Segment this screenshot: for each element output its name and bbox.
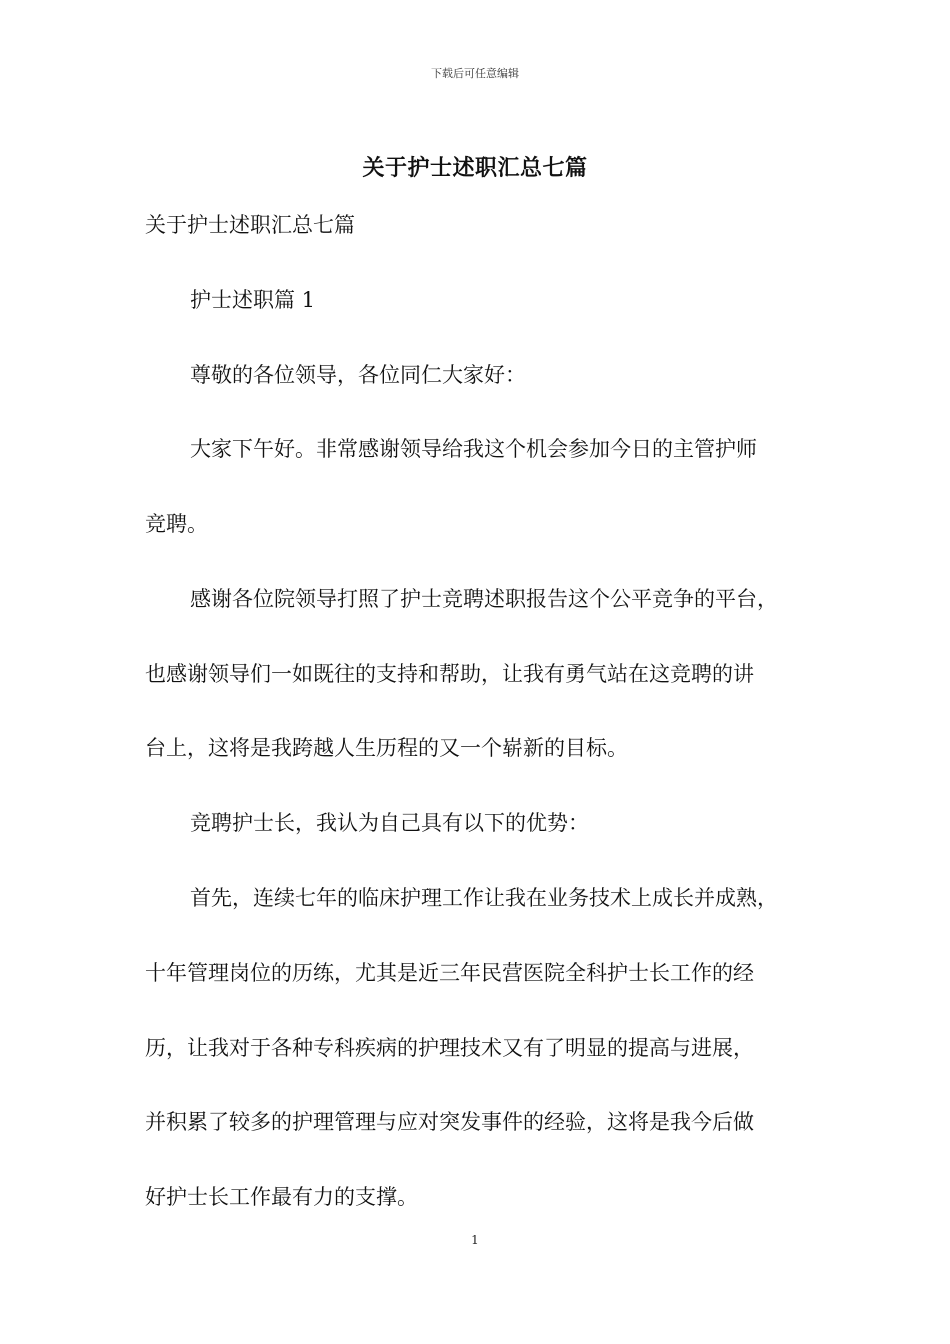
body-line: 历，让我对于各种专科疾病的护理技术又有了明显的提高与进展， (145, 1036, 754, 1060)
body-line-section-title: 护士述职篇 1 (190, 288, 316, 312)
body-line: 并积累了较多的护理管理与应对突发事件的经验，这将是我今后做 (145, 1110, 754, 1134)
body-line: 也感谢领导们一如既往的支持和帮助，让我有勇气站在这竞聘的讲 (145, 662, 754, 686)
body-line: 大家下午好。非常感谢领导给我这个机会参加今日的主管护师 (190, 437, 757, 461)
body-line: 竞聘。 (145, 512, 208, 536)
document-title: 关于护士述职汇总七篇 (362, 155, 588, 181)
body-line: 好护士长工作最有力的支撑。 (145, 1185, 418, 1209)
body-line-heading: 关于护士述职汇总七篇 (145, 213, 355, 237)
page-number: 1 (471, 1233, 479, 1247)
page-header-note: 下载后可任意编辑 (431, 67, 519, 80)
body-line: 首先，连续七年的临床护理工作让我在业务技术上成长并成熟， (190, 886, 778, 910)
body-line: 竞聘护士长，我认为自己具有以下的优势： (190, 811, 589, 835)
body-line: 台上，这将是我跨越人生历程的又一个崭新的目标。 (145, 736, 628, 760)
body-line: 感谢各位院领导打照了护士竞聘述职报告这个公平竞争的平台， (190, 587, 778, 611)
body-line: 十年管理岗位的历练，尤其是近三年民营医院全科护士长工作的经 (145, 961, 754, 985)
body-line-greeting: 尊敬的各位领导，各位同仁大家好： (190, 363, 526, 387)
